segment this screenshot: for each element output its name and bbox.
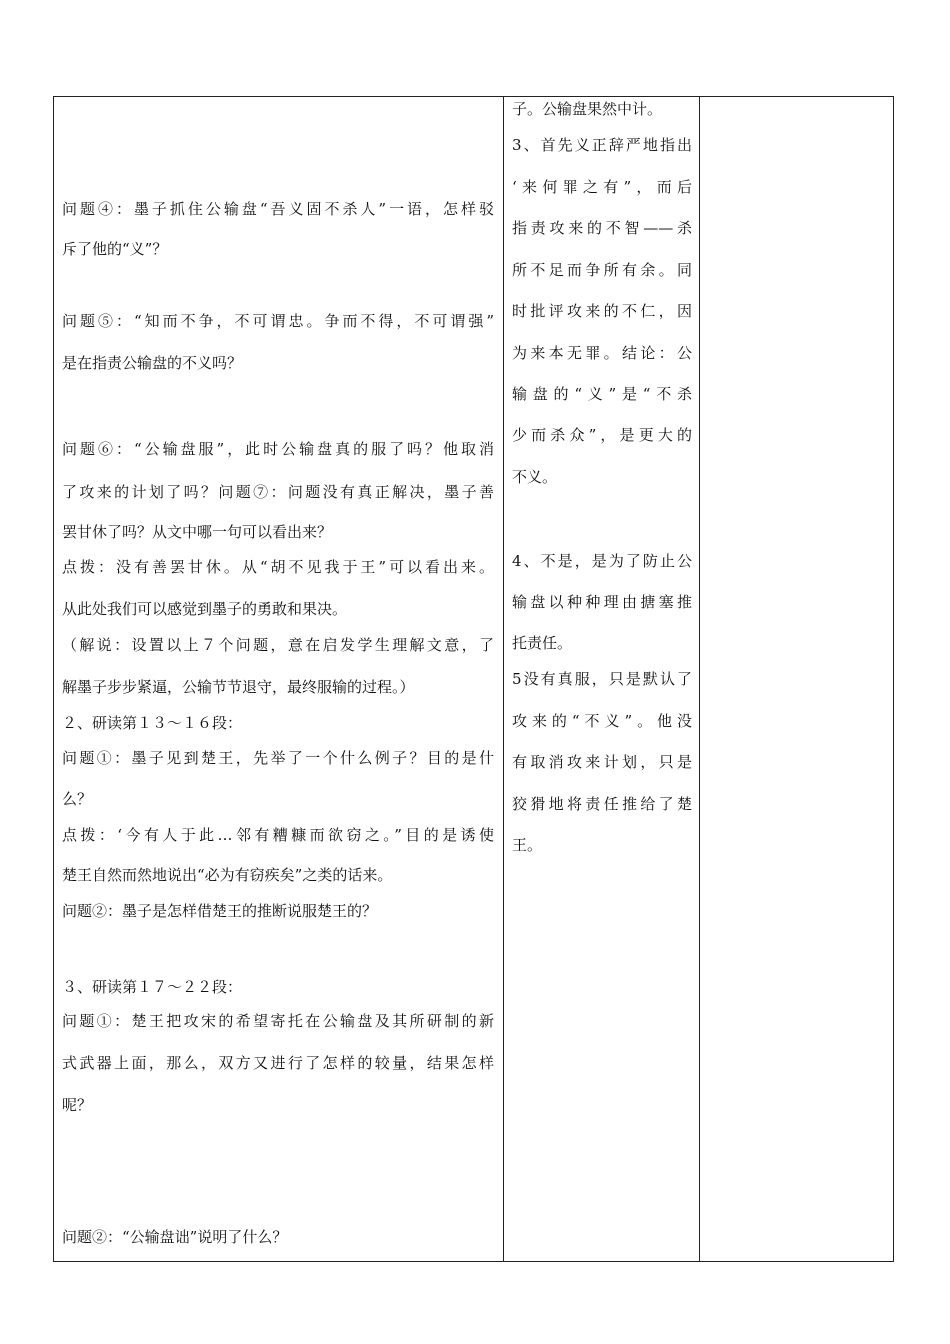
tip-2-line1: 点拨：‘今有人于此…邻有糟糠而欲窃之。”目的是诱使 bbox=[62, 826, 494, 844]
answer-4-line2: 输盘以种种理由搪塞推 bbox=[512, 593, 692, 611]
section-2-heading: ２、研读第１３～１６段： bbox=[62, 714, 243, 732]
section-3-question-1-line3: 呢？ bbox=[62, 1096, 93, 1114]
answer-4-line1: 4、不是，是为了防止公 bbox=[512, 552, 692, 570]
question-4-line2: 斥了他的“义”？ bbox=[62, 240, 168, 258]
section-3-question-2: 问题②：“公输盘诎”说明了什么？ bbox=[62, 1228, 288, 1246]
answer-5-line1: 5没有真服，只是默认了 bbox=[512, 670, 692, 688]
section-2-question-1-line1: 问题①：墨子见到楚王，先举了一个什么例子？目的是什 bbox=[62, 749, 494, 767]
column-divider-2 bbox=[699, 97, 700, 1261]
tip-1-line2: 从此处我们可以感觉到墨子的勇敢和果决。 bbox=[62, 600, 348, 618]
answer-3-line2: ‘来何罪之有”，而后 bbox=[512, 178, 692, 196]
question-5-line1: 问题⑤：“知而不争，不可谓忠。争而不得，不可谓强” bbox=[62, 312, 494, 330]
answer-3-line4: 所不足而争所有余。同 bbox=[512, 261, 692, 279]
answer-4-line3: 托责任。 bbox=[512, 634, 573, 652]
question-4-line1: 问题④：墨子抓住公输盘“吾义固不杀人”一语，怎样驳 bbox=[62, 200, 494, 218]
section-3-question-1-line2: 式武器上面，那么，双方又进行了怎样的较量，结果怎样 bbox=[62, 1054, 494, 1072]
answer-3-line3: 指责攻来的不智——杀 bbox=[512, 219, 692, 237]
section-3-heading: ３、研读第１７～２２段： bbox=[62, 978, 243, 996]
answer-3-line9: 不义。 bbox=[512, 468, 558, 486]
question-6-line1: 问题⑥：“公输盘服”，此时公输盘真的服了吗？他取消 bbox=[62, 440, 494, 458]
note-line2: 解墨子步步紧逼，公输节节退守，最终服输的过程。） bbox=[62, 678, 415, 696]
answer-5-line5: 王。 bbox=[512, 836, 543, 854]
answer-3-line8: 少而杀众”，是更大的 bbox=[512, 426, 692, 444]
tip-1-line1: 点拨：没有善罢甘休。从“胡不见我于王”可以看出来。 bbox=[62, 558, 494, 576]
section-2-question-1-line2: 么？ bbox=[62, 790, 93, 808]
column-divider-1 bbox=[503, 97, 504, 1261]
section-3-question-1-line1: 问题①：楚王把攻宋的希望寄托在公输盘及其所研制的新 bbox=[62, 1012, 494, 1030]
answer-5-line2: 攻来的“不义”。他没 bbox=[512, 712, 692, 730]
question-6-line3: 罢甘休了吗？从文中哪一句可以看出来？ bbox=[62, 523, 333, 541]
note-line1: （解说：设置以上７个问题，意在启发学生理解文意，了 bbox=[62, 636, 494, 654]
question-6-line2: 了攻来的计划了吗？问题⑦：问题没有真正解决，墨子善 bbox=[62, 483, 494, 501]
answer-5-line4: 狡猾地将责任推给了楚 bbox=[512, 795, 692, 813]
section-2-question-2: 问题②：墨子是怎样借楚王的推断说服楚王的？ bbox=[62, 902, 378, 920]
answer-3-line5: 时批评攻来的不仁，因 bbox=[512, 302, 692, 320]
question-5-line2: 是在指责公输盘的不义吗？ bbox=[62, 354, 243, 372]
answer-3-line7: 输盘的“义”是“不杀 bbox=[512, 385, 692, 403]
answer-3-line6: 为来本无罪。结论：公 bbox=[512, 344, 692, 362]
answer-3-line1: 3、首先义正辞严地指出 bbox=[512, 136, 692, 154]
answer-5-line3: 有取消攻来计划，只是 bbox=[512, 753, 692, 771]
lesson-table bbox=[53, 96, 894, 1262]
answer-continuation: 子。公输盘果然中计。 bbox=[512, 100, 663, 118]
tip-2-line2: 楚王自然而然地说出“必为有窃疾矣”之类的话来。 bbox=[62, 866, 393, 884]
